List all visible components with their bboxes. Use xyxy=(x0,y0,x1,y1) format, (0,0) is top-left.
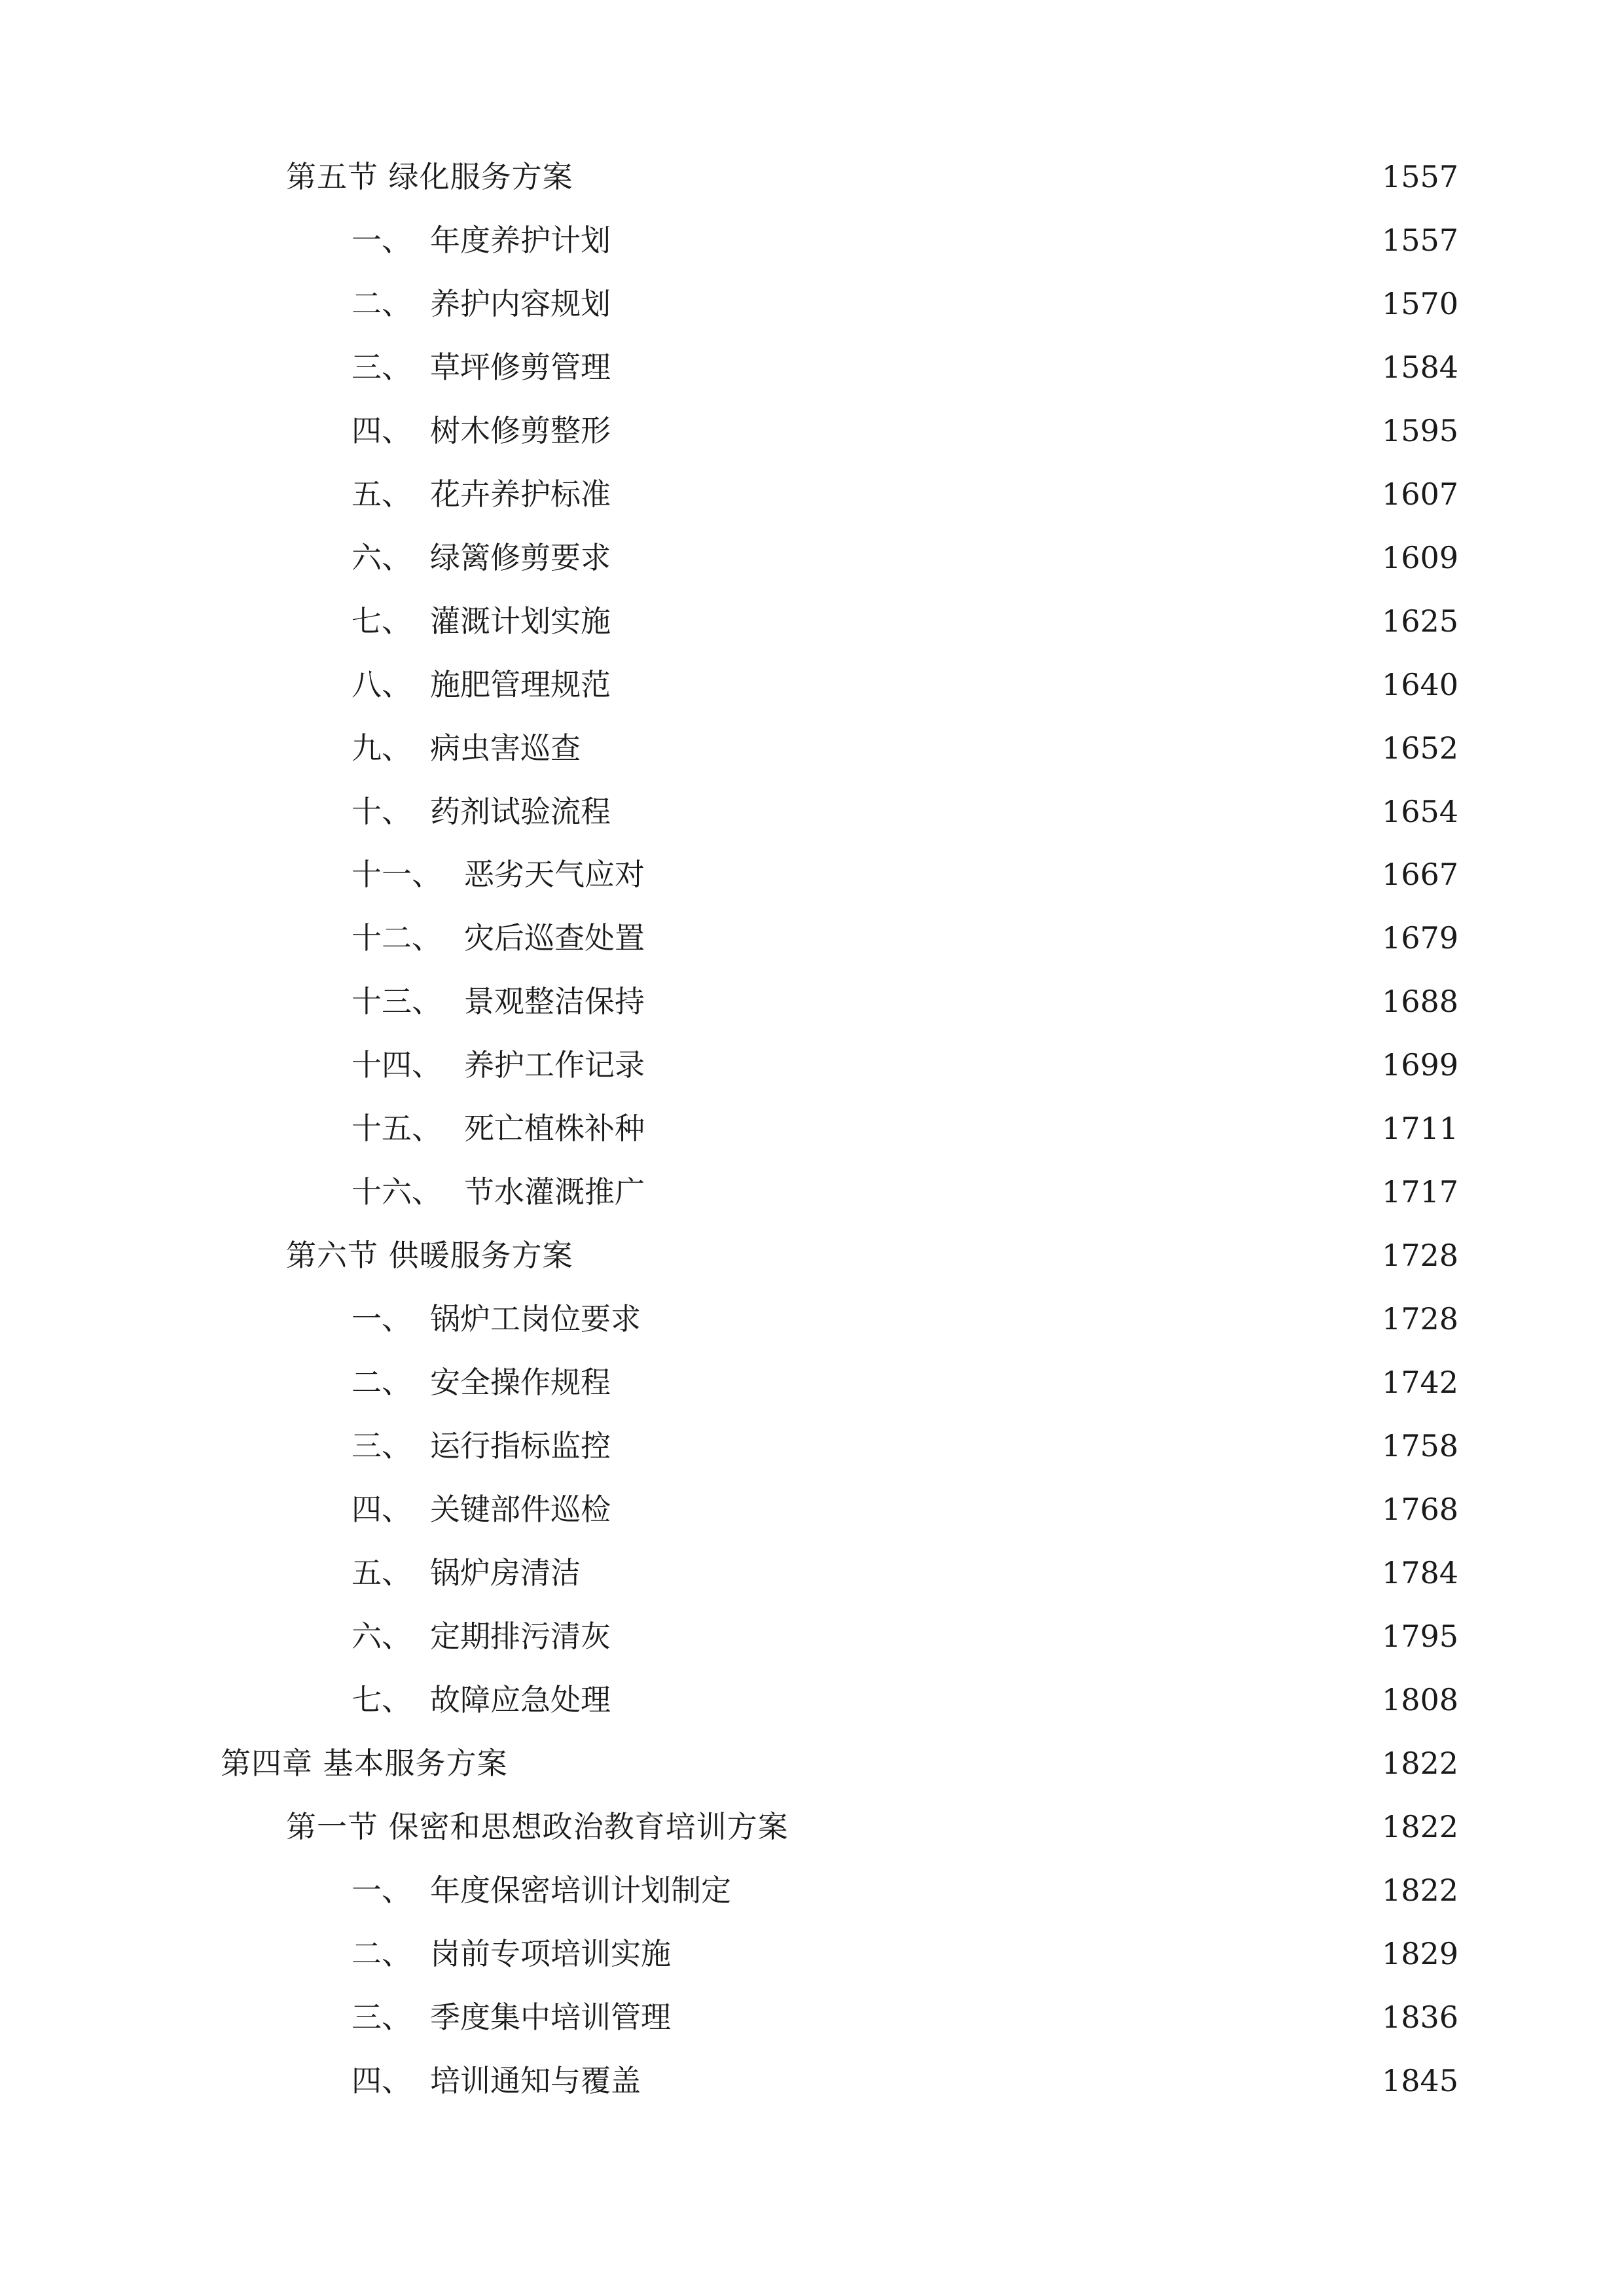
toc-entry[interactable] xyxy=(352,1550,1459,1596)
toc-entry-page-number: 1570 xyxy=(1382,286,1459,321)
toc-entry[interactable] xyxy=(352,1169,1459,1215)
toc-entry-title: 定期排污清灰 xyxy=(430,1619,611,1654)
toc-entry-number: 七、 xyxy=(352,603,412,639)
toc-entry-page-number: 1768 xyxy=(1382,1492,1459,1527)
toc-entry-title: 第五节 绿化服务方案 xyxy=(286,159,573,194)
toc-entry-number: 三、 xyxy=(352,2000,412,2035)
toc-entry[interactable] xyxy=(352,1677,1459,1723)
toc-entry-number: 六、 xyxy=(352,540,412,575)
dot-leader xyxy=(649,2058,1375,2104)
dot-leader xyxy=(653,852,1375,897)
toc-entry-page-number: 1609 xyxy=(1382,540,1459,575)
toc-entry-number: 二、 xyxy=(352,286,412,321)
toc-entry-number: 一、 xyxy=(352,1873,412,1908)
toc-entry-page-number: 1688 xyxy=(1382,984,1459,1019)
toc-entry-page-number: 1808 xyxy=(1382,1682,1459,1717)
toc-entry[interactable] xyxy=(352,1994,1459,2040)
toc-entry[interactable] xyxy=(352,344,1459,390)
dot-leader xyxy=(581,1232,1375,1278)
toc-entry-title: 锅炉工岗位要求 xyxy=(430,1301,641,1336)
toc-entry-page-number: 1699 xyxy=(1382,1047,1459,1083)
toc-entry[interactable] xyxy=(352,1867,1459,1913)
toc-entry[interactable] xyxy=(352,535,1459,581)
toc-entry[interactable] xyxy=(352,217,1459,263)
toc-entry[interactable] xyxy=(352,978,1459,1024)
toc-entry-number: 十一、 xyxy=(352,857,442,892)
toc-entry-page-number: 1667 xyxy=(1382,857,1459,892)
dot-leader xyxy=(619,662,1375,708)
toc-entry-page-number: 1625 xyxy=(1382,603,1459,639)
toc-entry[interactable] xyxy=(352,281,1459,327)
toc-entry-title: 药剂试验流程 xyxy=(430,794,611,829)
toc-entry[interactable] xyxy=(286,1232,1459,1278)
toc-entry[interactable] xyxy=(352,852,1459,897)
toc-entry-page-number: 1822 xyxy=(1382,1746,1459,1781)
dot-leader xyxy=(588,725,1375,771)
dot-leader xyxy=(588,1550,1375,1596)
dot-leader xyxy=(797,1804,1375,1850)
toc-entry-page-number: 1784 xyxy=(1382,1555,1459,1590)
toc-entry[interactable] xyxy=(352,662,1459,708)
dot-leader xyxy=(619,1423,1375,1469)
toc-entry-page-number: 1584 xyxy=(1382,350,1459,385)
toc-entry-page-number: 1717 xyxy=(1382,1174,1459,1210)
toc-entry-title: 第四章 基本服务方案 xyxy=(221,1746,508,1781)
toc-entry-number: 八、 xyxy=(352,667,412,702)
dot-leader xyxy=(619,344,1375,390)
toc-entry[interactable] xyxy=(352,1042,1459,1088)
toc-entry[interactable] xyxy=(352,1105,1459,1151)
dot-leader xyxy=(619,281,1375,327)
toc-entry-number: 七、 xyxy=(352,1682,412,1717)
toc-entry[interactable] xyxy=(352,408,1459,454)
toc-entry-title: 养护内容规划 xyxy=(430,286,611,321)
toc-entry-number: 九、 xyxy=(352,730,412,766)
dot-leader xyxy=(649,1296,1375,1342)
toc-entry-page-number: 1836 xyxy=(1382,2000,1459,2035)
toc-entry-page-number: 1652 xyxy=(1382,730,1459,766)
toc-entry[interactable] xyxy=(352,1359,1459,1405)
dot-leader xyxy=(619,789,1375,834)
toc-entry-title: 死亡植株补种 xyxy=(464,1111,645,1146)
toc-entry-title: 培训通知与覆盖 xyxy=(430,2063,641,2098)
toc-entry-title: 锅炉房清洁 xyxy=(430,1555,581,1590)
dot-leader xyxy=(653,978,1375,1024)
toc-entry-title: 运行指标监控 xyxy=(430,1428,611,1463)
toc-entry[interactable] xyxy=(286,1804,1459,1850)
toc-entry-number: 十六、 xyxy=(352,1174,442,1210)
toc-entry-page-number: 1728 xyxy=(1382,1238,1459,1273)
toc-entry-title: 安全操作规程 xyxy=(430,1365,611,1400)
toc-entry-number: 五、 xyxy=(352,1555,412,1590)
toc-entry[interactable] xyxy=(352,1423,1459,1469)
toc-entry-number: 三、 xyxy=(352,350,412,385)
dot-leader xyxy=(653,1105,1375,1151)
toc-entry[interactable] xyxy=(352,471,1459,517)
toc-entry[interactable] xyxy=(352,1613,1459,1659)
dot-leader xyxy=(679,1994,1375,2040)
toc-entry-number: 一、 xyxy=(352,1301,412,1336)
toc-entry-page-number: 1829 xyxy=(1382,1936,1459,1971)
toc-entry-title: 岗前专项培训实施 xyxy=(430,1936,671,1971)
toc-entry-title: 施肥管理规范 xyxy=(430,667,611,702)
toc-entry-title: 绿篱修剪要求 xyxy=(430,540,611,575)
dot-leader xyxy=(679,1931,1375,1977)
toc-entry-title: 第六节 供暖服务方案 xyxy=(286,1238,573,1273)
dot-leader xyxy=(619,1486,1375,1532)
toc-entry-title: 灾后巡查处置 xyxy=(464,920,645,956)
dot-leader xyxy=(653,1169,1375,1215)
toc-entry[interactable] xyxy=(352,1296,1459,1342)
dot-leader xyxy=(619,1677,1375,1723)
dot-leader xyxy=(619,408,1375,454)
toc-entry[interactable] xyxy=(352,598,1459,644)
dot-leader xyxy=(619,217,1375,263)
toc-entry-title: 年度养护计划 xyxy=(430,223,611,258)
toc-entry-title: 季度集中培训管理 xyxy=(430,2000,671,2035)
toc-entry-title: 景观整洁保持 xyxy=(464,984,645,1019)
toc-entry-title: 灌溉计划实施 xyxy=(430,603,611,639)
dot-leader xyxy=(739,1867,1375,1913)
dot-leader xyxy=(619,598,1375,644)
toc-entry[interactable] xyxy=(286,154,1459,200)
toc-entry-page-number: 1822 xyxy=(1382,1873,1459,1908)
toc-entry-number: 十三、 xyxy=(352,984,442,1019)
toc-entry-page-number: 1557 xyxy=(1382,223,1459,258)
toc-entry-number: 十五、 xyxy=(352,1111,442,1146)
toc-entry[interactable] xyxy=(352,915,1459,961)
toc-entry-number: 三、 xyxy=(352,1428,412,1463)
toc-entry-number: 二、 xyxy=(352,1365,412,1400)
toc-entry[interactable] xyxy=(352,789,1459,834)
toc-entry-number: 六、 xyxy=(352,1619,412,1654)
toc-entry-number: 四、 xyxy=(352,1492,412,1527)
toc-entry-title: 养护工作记录 xyxy=(464,1047,645,1083)
toc-entry-title: 节水灌溉推广 xyxy=(464,1174,645,1210)
toc-entry-page-number: 1640 xyxy=(1382,667,1459,702)
toc-entry[interactable] xyxy=(352,2058,1459,2104)
toc-entry-page-number: 1679 xyxy=(1382,920,1459,956)
toc-entry[interactable] xyxy=(352,1486,1459,1532)
toc-entry-page-number: 1822 xyxy=(1382,1809,1459,1844)
toc-entry-number: 二、 xyxy=(352,1936,412,1971)
toc-entry-title: 关键部件巡检 xyxy=(430,1492,611,1527)
toc-entry-title: 故障应急处理 xyxy=(430,1682,611,1717)
toc-entry-number: 十、 xyxy=(352,794,412,829)
toc-entry-number: 一、 xyxy=(352,223,412,258)
toc-entry-title: 第一节 保密和思想政治教育培训方案 xyxy=(286,1809,789,1844)
dot-leader xyxy=(619,535,1375,581)
toc-entry-title: 病虫害巡查 xyxy=(430,730,581,766)
toc-entry-page-number: 1742 xyxy=(1382,1365,1459,1400)
toc-entry-page-number: 1845 xyxy=(1382,2063,1459,2098)
dot-leader xyxy=(619,1359,1375,1405)
dot-leader xyxy=(653,1042,1375,1088)
toc-entry-number: 四、 xyxy=(352,2063,412,2098)
toc-entry[interactable] xyxy=(352,725,1459,771)
toc-entry-page-number: 1595 xyxy=(1382,413,1459,448)
toc-entry[interactable] xyxy=(352,1931,1459,1977)
toc-entry-page-number: 1607 xyxy=(1382,476,1459,512)
dot-leader xyxy=(619,1613,1375,1659)
toc-entry[interactable] xyxy=(221,1740,1459,1786)
toc-entry-page-number: 1654 xyxy=(1382,794,1459,829)
toc-entry-title: 草坪修剪管理 xyxy=(430,350,611,385)
toc-entry-page-number: 1758 xyxy=(1382,1428,1459,1463)
toc-entry-page-number: 1557 xyxy=(1382,159,1459,194)
toc-entry-page-number: 1728 xyxy=(1382,1301,1459,1336)
toc-entry-number: 四、 xyxy=(352,413,412,448)
dot-leader xyxy=(516,1740,1375,1786)
toc-entry-title: 树木修剪整形 xyxy=(430,413,611,448)
toc-entry-title: 恶劣天气应对 xyxy=(464,857,645,892)
dot-leader xyxy=(581,154,1375,200)
toc-entry-number: 十四、 xyxy=(352,1047,442,1083)
dot-leader xyxy=(653,915,1375,961)
toc-entry-number: 五、 xyxy=(352,476,412,512)
toc-entry-page-number: 1711 xyxy=(1382,1111,1459,1146)
toc-entry-page-number: 1795 xyxy=(1382,1619,1459,1654)
dot-leader xyxy=(619,471,1375,517)
toc-entry-number: 十二、 xyxy=(352,920,442,956)
toc-entry-title: 年度保密培训计划制定 xyxy=(430,1873,731,1908)
toc-entry-title: 花卉养护标准 xyxy=(430,476,611,512)
